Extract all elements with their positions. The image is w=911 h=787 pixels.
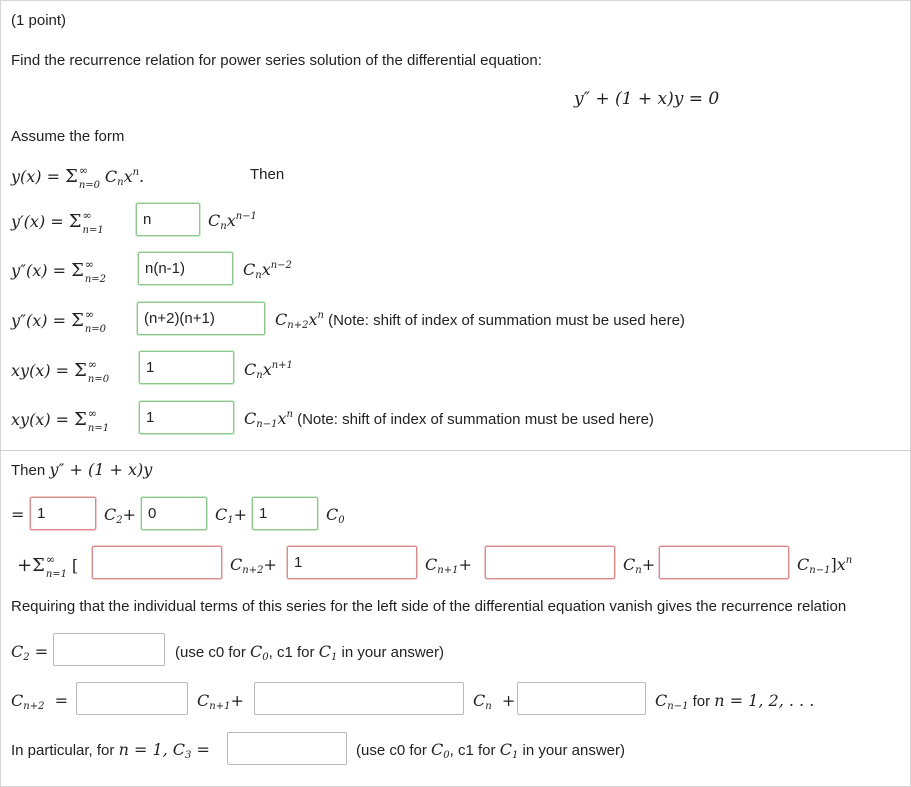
c1-term: $C_1+$ xyxy=(215,505,248,526)
series-sum-lead: +Σ ∞ n=1 [ xyxy=(17,553,79,580)
particular-label: In particular, for n = 1, $C_3$ = xyxy=(11,740,210,761)
series-y-prime-term: $C_nx^{n-1}$ xyxy=(208,211,257,232)
differential-equation: y″ + (1 + x)y = 0 xyxy=(574,89,720,109)
recurrence-b-input[interactable] xyxy=(254,682,464,715)
recurrence-b-term: $C_n$ + xyxy=(473,691,516,712)
cn-minus-1-coefficient-input[interactable] xyxy=(659,546,789,579)
series-xy-term: $C_nx^{n+1}$ xyxy=(244,360,293,381)
series-y: y(x) = Σ ∞ n=0 $C_nx^n$. xyxy=(11,164,145,191)
cn-term: $C_n+$ xyxy=(623,555,656,576)
series-y-prime-lhs: y′(x) = Σ ∞ n=1 xyxy=(11,209,104,236)
c0-coefficient-input[interactable] xyxy=(252,497,318,530)
recurrence-c-input[interactable] xyxy=(517,682,646,715)
then-label: Then xyxy=(250,166,285,183)
combined-label: Then y″ + (1 + x)y xyxy=(11,460,153,479)
assume-form-label: Assume the form xyxy=(11,128,125,145)
y-double-prime-shifted-coefficient-input[interactable] xyxy=(137,302,265,335)
xy-coefficient-input[interactable] xyxy=(139,351,234,384)
series-y-double-prime-term: $C_nx^{n-2}$ xyxy=(243,260,292,281)
c2-term: $C_2+$ xyxy=(104,505,137,526)
c3-hint: (use c0 for $C_0$, c1 for $C_1$ in your answer) xyxy=(356,740,626,761)
y-prime-coefficient-input[interactable] xyxy=(136,203,200,236)
recurrence-c-term: $C_{n-1}$ for n = 1, 2, . . . xyxy=(655,691,815,712)
section-divider xyxy=(0,450,911,451)
c2-coefficient-input[interactable] xyxy=(30,497,96,530)
c1-coefficient-input[interactable] xyxy=(141,497,207,530)
combined-equals: = xyxy=(11,505,25,524)
y-double-prime-coefficient-input[interactable] xyxy=(138,252,233,285)
problem-prompt: Find the recurrence relation for power series solution of the differential equation: xyxy=(11,52,542,69)
cn-plus-2-coefficient-input[interactable] xyxy=(92,546,222,579)
c2-answer-input[interactable] xyxy=(53,633,165,666)
cn-plus-2-term: $C_{n+2}+$ xyxy=(230,555,277,576)
cn-minus-1-term: $C_{n-1}]x^n$ xyxy=(797,555,853,576)
cn-plus-1-coefficient-input[interactable] xyxy=(287,546,417,579)
series-xy-lhs: xy(x) = Σ ∞ n=0 xyxy=(11,358,110,385)
c3-answer-input[interactable] xyxy=(227,732,347,765)
cn-coefficient-input[interactable] xyxy=(485,546,615,579)
series-xy-shifted-lhs: xy(x) = Σ ∞ n=1 xyxy=(11,407,110,434)
requiring-text: Requiring that the individual terms of this series for the left side of the differential equation vanish gives the recurrence relation xyxy=(11,598,847,615)
c2-hint: (use c0 for $C_0$, c1 for $C_1$ in your answer) xyxy=(175,642,445,663)
recurrence-lhs: $C_{n+2}$ = xyxy=(11,691,69,712)
series-xy-shifted-term: $C_{n-1}x^n$ (Note: shift of index of summation must be used here) xyxy=(244,409,654,430)
xy-shifted-coefficient-input[interactable] xyxy=(139,401,234,434)
c0-term: $C_0$ xyxy=(326,505,345,526)
series-y-double-prime-shifted-term: $C_{n+2}x^n$ (Note: shift of index of summation must be used here) xyxy=(275,310,685,331)
recurrence-a-input[interactable] xyxy=(76,682,188,715)
cn-plus-1-term: $C_{n+1}+$ xyxy=(425,555,472,576)
point-value: (1 point) xyxy=(11,12,67,29)
series-y-double-prime-lhs: y″(x) = Σ ∞ n=2 xyxy=(11,258,107,285)
recurrence-a-term: $C_{n+1}+$ xyxy=(197,691,244,712)
series-y-double-prime-shifted-lhs: y″(x) = Σ ∞ n=0 xyxy=(11,308,107,335)
c2-equals-label: $C_2$ = xyxy=(11,642,49,663)
